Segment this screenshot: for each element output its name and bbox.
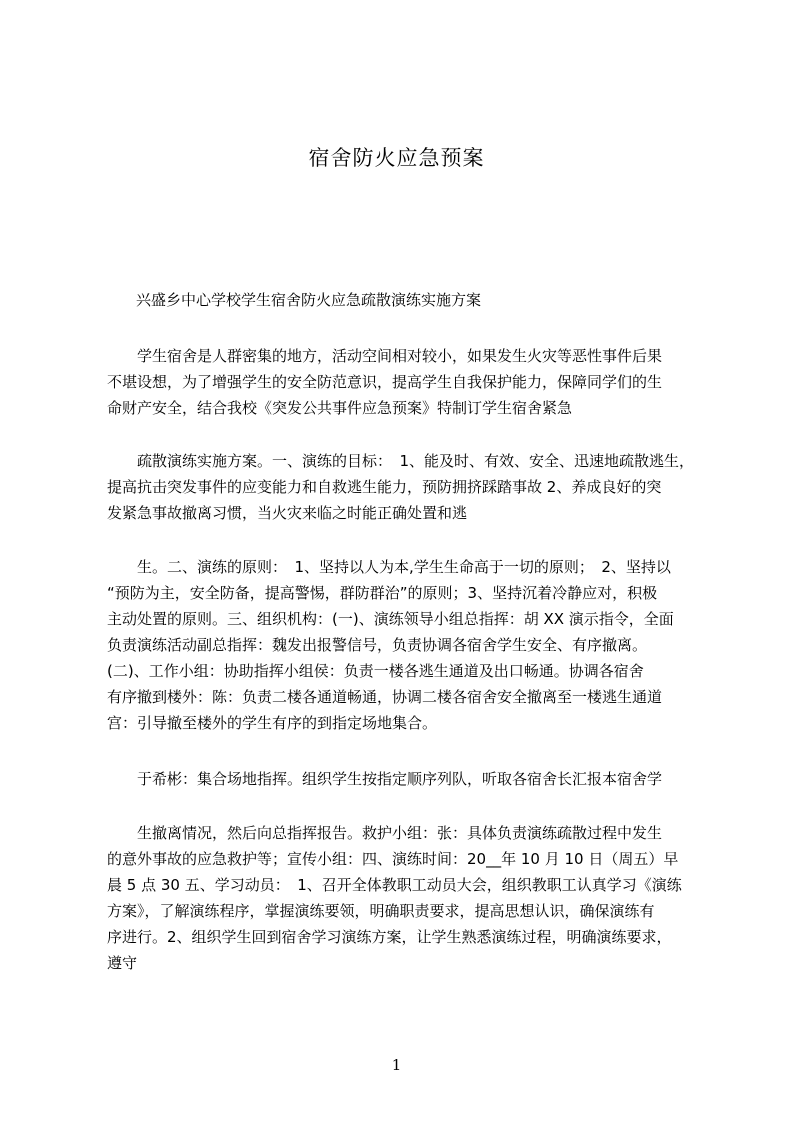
paragraph-goals xyxy=(107,448,727,526)
paragraph-line: 疏散演练实施方案。一、演练的目标： 1、能及时、有效、安全、迅速地疏散逃生， xyxy=(137,452,695,470)
paragraph-line: (二)、工作小组：协助指挥小组侯：负责一楼各逃生通道及出口畅通。协调各宿舍 xyxy=(107,662,644,680)
paragraph-line: 命财产安全，结合我校《突发公共事件应急预案》特制订学生宿舍紧急 xyxy=(107,399,573,417)
paragraph-line: 于希彬：集合场地指挥。组织学生按指定顺序列队，听取各宿舍长汇报本宿舍学 xyxy=(137,770,663,788)
paragraph-line: 主动处置的原则。三、组织机构：(一)、演练领导小组总指挥：胡 XX 演示指令，全面 xyxy=(107,610,674,628)
paragraph-line: 发紧急事故撤离习惯，当火灾来临之时能正确处置和逃 xyxy=(107,504,468,522)
paragraph-line: 序进行。2、组织学生回到宿舍学习演练方案，让学生熟悉演练过程，明确演练要求， xyxy=(107,928,672,946)
paragraph-line: 晨 5 点 30 五、学习动员： 1、召开全体教职工动员大会，组织教职工认真学习《演练 xyxy=(107,876,682,894)
paragraph-line: 提高抗击突发事件的应变能力和自救逃生能力，预防拥挤踩踏事故 2、养成良好的突 xyxy=(107,478,662,496)
paragraph-assembly xyxy=(107,766,727,792)
page-number: 1 xyxy=(391,1056,402,1074)
paragraph-schedule xyxy=(107,820,727,976)
paragraph-principles xyxy=(107,554,727,736)
paragraph-line: 有序撤到楼外：陈：负责二楼各通道畅通，协调二楼各宿舍安全撤离至一楼逃生通道 xyxy=(107,688,663,706)
paragraph-intro xyxy=(107,343,727,421)
paragraph-line: 生。二、演练的原则： 1、坚持以人为本,学生生命高于一切的原则； 2、坚持以 xyxy=(137,558,671,576)
paragraph-line: 的意外事故的应急救护等；宣传小组：四、演练时间：20__年 10 月 10 日（周五）早 xyxy=(107,850,679,868)
paragraph-line: 负责演练活动副总指挥：魏发出报警信号，负责协调各宿舍学生安全、有序撤离。 xyxy=(107,636,648,654)
paragraph-line: 不堪设想，为了增强学生的安全防范意识，提高学生自我保护能力，保障同学们的生 xyxy=(107,373,663,391)
paragraph-line: 宫：引导撤至楼外的学生有序的到指定场地集合。 xyxy=(107,714,438,732)
paragraph-line: 方案》，了解演练程序，掌握演练要领，明确职责要求，提高思想认识，确保演练有 xyxy=(107,902,655,920)
document-subtitle: 兴盛乡中心学校学生宿舍防火应急疏散演练实施方案 xyxy=(136,291,482,309)
document-title: 宿舍防火应急预案 xyxy=(308,146,485,170)
paragraph-line: 生撤离情况，然后向总指挥报告。救护小组：张：具体负责演练疏散过程中发生 xyxy=(137,824,663,842)
paragraph-line: 学生宿舍是人群密集的地方，活动空间相对较小，如果发生火灾等恶性事件后果 xyxy=(137,347,663,365)
paragraph-line: “预防为主，安全防备，提高警惕，群防群治”的原则；3、坚持沉着冷静应对，积极 xyxy=(107,584,658,602)
paragraph-line: 遵守 xyxy=(107,954,138,972)
